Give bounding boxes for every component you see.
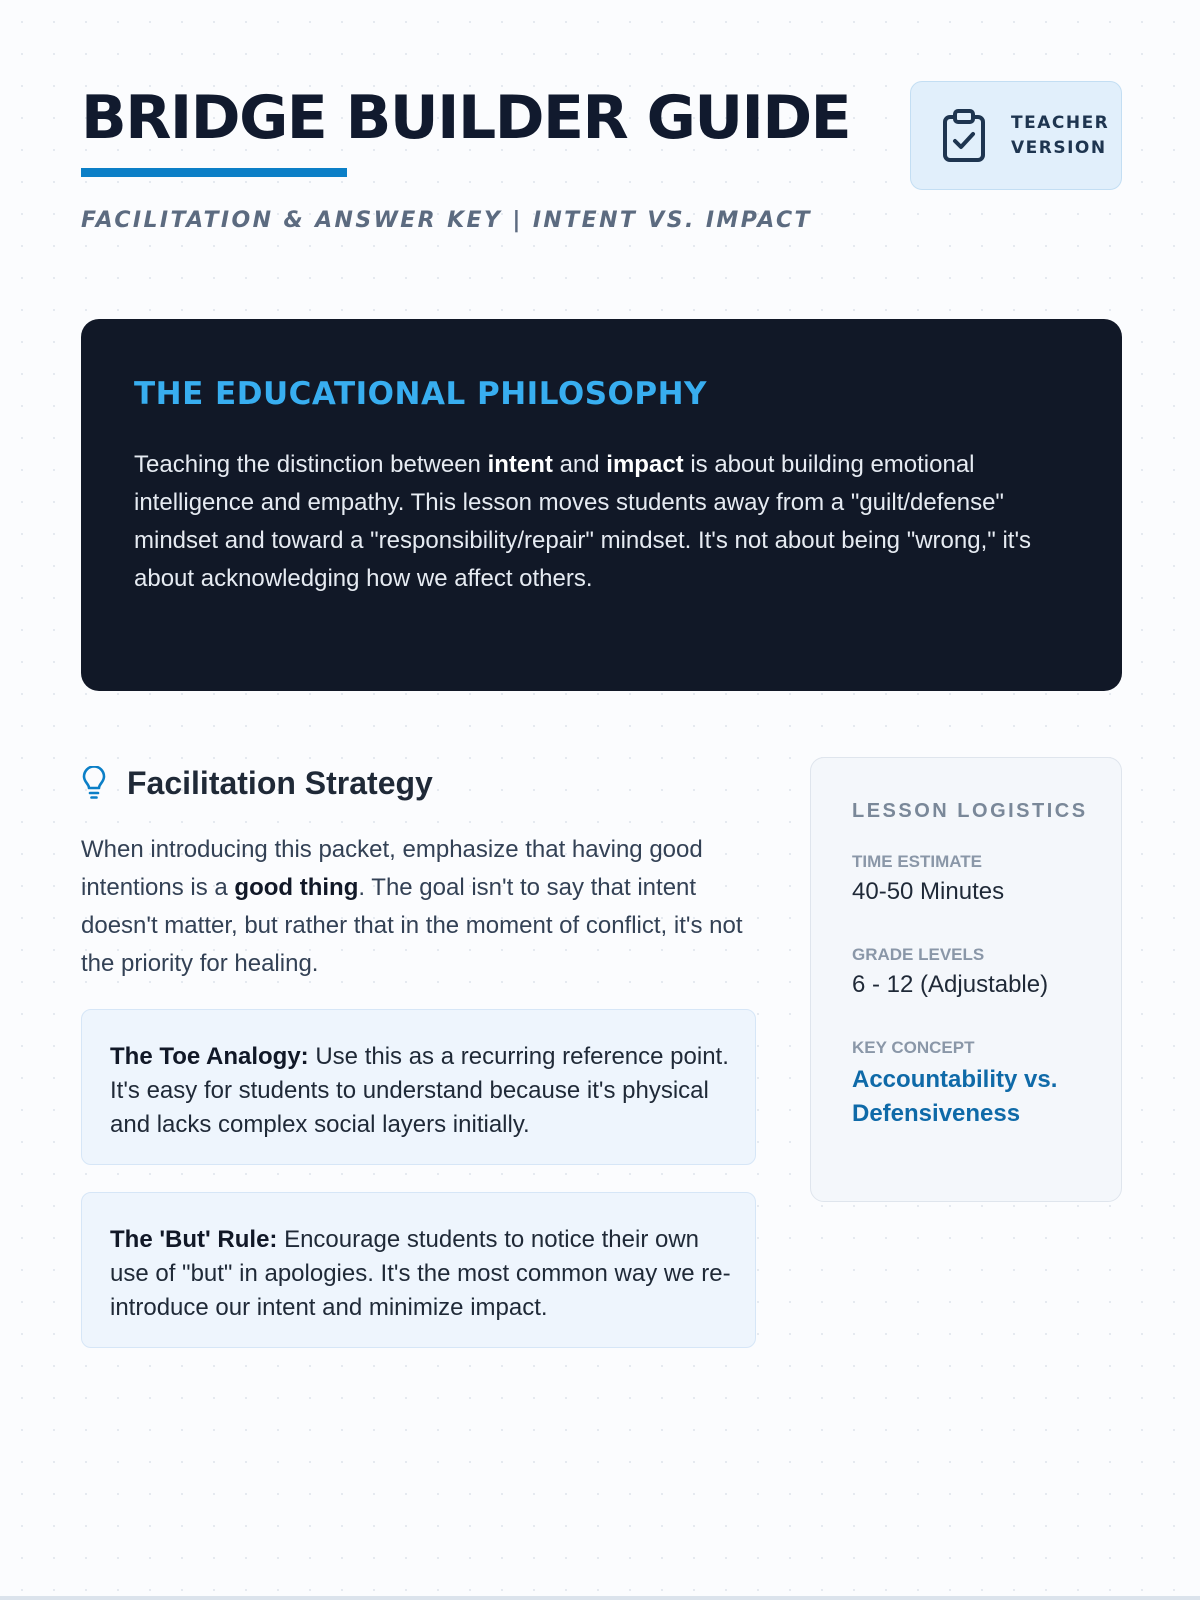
callout-text: Encourage students to notice their own use of "but" in apologies. It's the most common way we re-introduce our intent and minimize impact. — [110, 1226, 731, 1321]
facilitation-body — [81, 831, 761, 983]
philosophy-panel — [81, 319, 1122, 691]
callout-toe-analogy — [81, 1009, 756, 1165]
time-estimate-value: 40-50 Minutes — [852, 878, 1005, 905]
facilitation-heading — [81, 760, 433, 806]
logistics-title: LESSON LOGISTICS — [852, 800, 1088, 822]
callout-label: The Toe Analogy: — [110, 1043, 309, 1070]
philosophy-title: THE EDUCATIONAL PHILOSOPHY — [134, 376, 707, 412]
grade-levels-label: GRADE LEVELS — [852, 945, 985, 964]
grade-levels-value: 6 - 12 (Adjustable) — [852, 971, 1049, 998]
badge-line-2: VERSION — [1011, 137, 1107, 158]
clipboard-check-icon — [941, 109, 987, 163]
page-subtitle: FACILITATION & ANSWER KEY | INTENT VS. IMPACT — [81, 208, 812, 233]
callout-but-rule — [81, 1192, 756, 1348]
key-concept-label: KEY CONCEPT — [852, 1038, 975, 1057]
facilitation-title: Facilitation Strategy — [127, 764, 433, 801]
badge-line-1: TEACHER — [1011, 112, 1110, 133]
lesson-logistics-card — [810, 757, 1122, 1202]
facilitation-bold: good thing — [234, 874, 359, 901]
bottom-divider — [0, 1596, 1200, 1600]
philosophy-text-1: Teaching the distinction between — [134, 451, 488, 478]
page-title: BRIDGE BUILDER GUIDE — [81, 83, 851, 153]
badge-label — [1011, 111, 1121, 161]
philosophy-body — [134, 446, 1064, 598]
facilitation-text-1: When introducing this packet, emphasize that having good intentions is a — [81, 836, 703, 901]
philosophy-bold-intent: intent — [487, 451, 553, 478]
lightbulb-icon — [81, 766, 107, 800]
callout-label: The 'But' Rule: — [110, 1226, 278, 1253]
philosophy-text-3: is about building emotional intelligence and empathy. This lesson moves students away from a "guilt/defense" mindset and toward a "responsibility/repair" mindset. It's not about being "wrong," it's about acknowledging how we affect others. — [134, 451, 1032, 592]
callout-text: Use this as a recurring reference point. It's easy for students to understand because it's physical and lacks complex social layers initially. — [110, 1043, 729, 1138]
time-estimate-label: TIME ESTIMATE — [852, 852, 983, 871]
philosophy-bold-impact: impact — [606, 451, 684, 478]
philosophy-text-2: and — [552, 451, 607, 478]
teacher-version-badge — [910, 81, 1122, 190]
title-underline — [81, 168, 347, 177]
key-concept-value: Accountability vs. Defensiveness — [852, 1066, 1058, 1127]
facilitation-text-2: . The goal isn't to say that intent doesn't matter, but rather that in the moment of conflict, it's not the priority for healing. — [81, 874, 743, 977]
